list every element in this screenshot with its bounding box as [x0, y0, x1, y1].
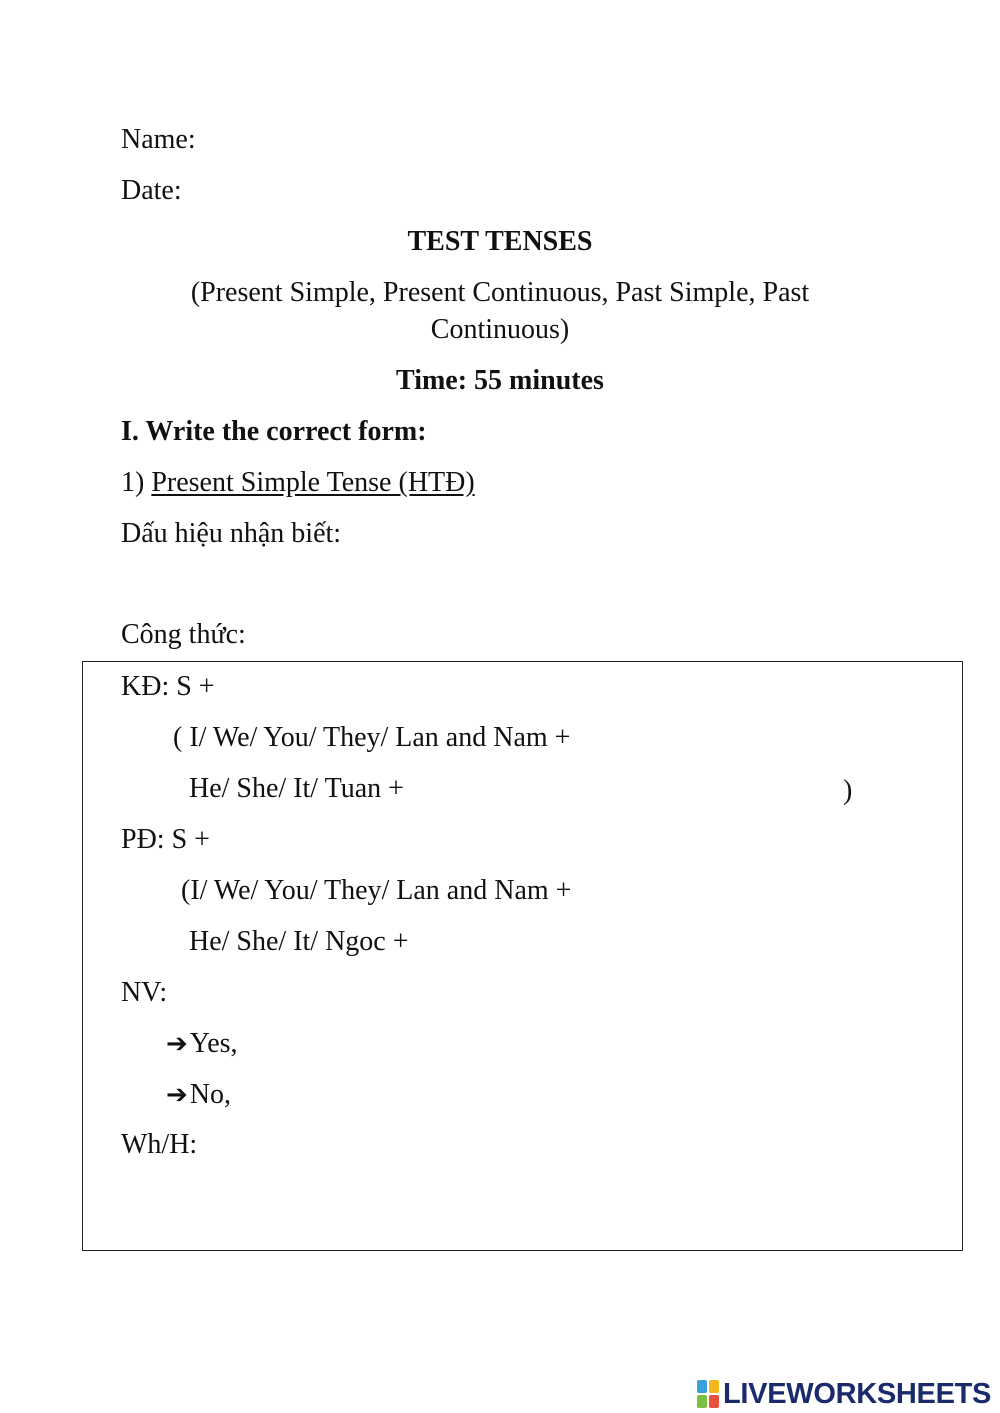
- logo-text: LIVEWORKSHEETS: [723, 1377, 992, 1410]
- section-heading: I. Write the correct form:: [121, 416, 427, 447]
- test-subtitle-line1: (Present Simple, Present Continuous, Past Simple, Past: [190, 277, 810, 308]
- kd-label: KĐ: S +: [121, 671, 215, 702]
- pd-plural-subjects: (I/ We/ You/ They/ Lan and Nam +: [181, 875, 572, 906]
- yes-answer-row: [166, 1030, 238, 1058]
- logo-mark-square-4: [709, 1395, 719, 1408]
- signs-label: Dấu hiệu nhận biết:: [121, 518, 342, 549]
- formula-label: Công thức:: [121, 619, 246, 650]
- test-title: TEST TENSES: [407, 226, 593, 257]
- item-heading: [121, 469, 475, 497]
- logo-mark-square-2: [709, 1380, 719, 1393]
- right-arrow-icon: ➔: [166, 1029, 188, 1059]
- logo-mark-icon: [697, 1380, 719, 1408]
- time-limit: Time: 55 minutes: [396, 365, 604, 396]
- test-subtitle-line2: Continuous): [430, 314, 570, 345]
- name-label: Name:: [121, 124, 196, 155]
- kd-plural-subjects: ( I/ We/ You/ They/ Lan and Nam +: [173, 722, 571, 753]
- no-answer-row: [166, 1081, 231, 1109]
- item-number: 1): [121, 467, 145, 498]
- no-answer: No,: [189, 1079, 232, 1110]
- date-label: Date:: [121, 175, 182, 206]
- kd-singular-subjects: He/ She/ It/ Tuan +: [189, 773, 404, 804]
- pd-label: PĐ: S +: [121, 824, 210, 855]
- liveworksheets-logo: [697, 1376, 991, 1412]
- logo-mark-square-1: [697, 1380, 707, 1393]
- pd-singular-subjects: He/ She/ It/ Ngoc +: [189, 926, 409, 957]
- logo-mark-square-3: [697, 1395, 707, 1408]
- nv-label: NV:: [121, 977, 168, 1008]
- item-title: Present Simple Tense (HTĐ): [151, 467, 475, 498]
- kd-close-paren: ): [843, 775, 853, 806]
- right-arrow-icon: ➔: [166, 1080, 188, 1110]
- wh-label: Wh/H:: [121, 1129, 198, 1160]
- yes-answer: Yes,: [189, 1028, 238, 1059]
